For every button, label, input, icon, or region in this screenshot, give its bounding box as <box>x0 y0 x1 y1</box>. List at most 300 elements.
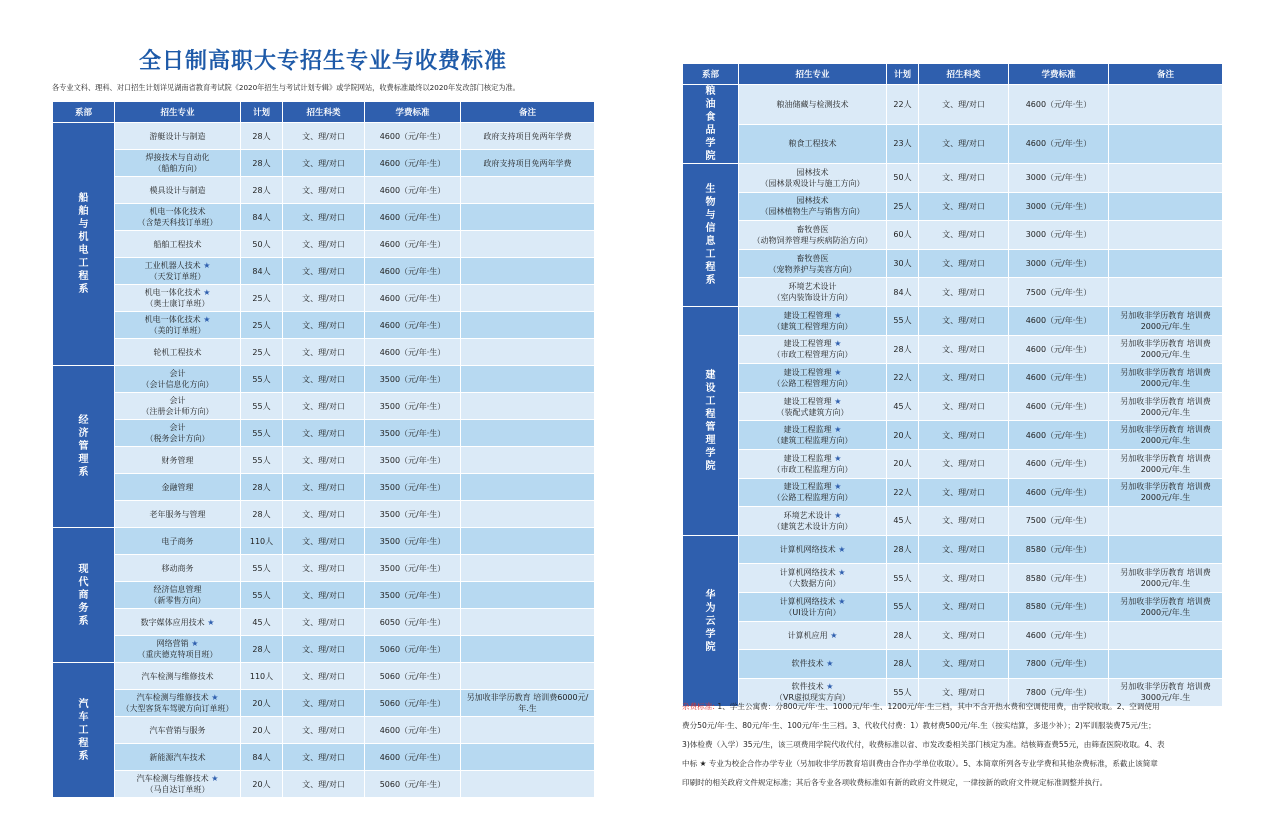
plan-cell: 45人 <box>241 609 283 636</box>
major-line <box>741 510 884 521</box>
note-cell <box>461 420 595 447</box>
table-row <box>53 420 595 447</box>
category-cell: 文、理/对口 <box>919 221 1009 250</box>
major-sub: （大型客货车驾驶方向订单班） <box>121 704 234 713</box>
table-row <box>53 555 595 582</box>
table-row <box>53 150 595 177</box>
major-cell <box>739 507 887 536</box>
major-name: 老年服务与管理 <box>149 509 206 519</box>
note-cell: 另加收非学历教育 培训费2000元/年.生 <box>1109 449 1223 478</box>
major-line <box>741 99 884 110</box>
major-cell <box>115 582 241 609</box>
table-row <box>53 609 595 636</box>
star-icon: ★ <box>203 288 211 297</box>
fee-cell: 4600（元/年·生） <box>365 177 461 204</box>
note-cell <box>461 204 595 231</box>
major-name: 财务管理 <box>161 455 194 465</box>
note-cell <box>461 258 595 285</box>
major-cell <box>739 535 887 564</box>
note-cell <box>461 501 595 528</box>
major-name: 会计 <box>169 369 186 378</box>
fee-cell: 4600（元/年·生） <box>1009 85 1109 125</box>
table-row <box>53 744 595 771</box>
plan-cell: 30人 <box>887 249 919 278</box>
fee-cell: 3000（元/年·生） <box>1009 249 1109 278</box>
table-row <box>683 85 1223 125</box>
plan-cell: 22人 <box>887 478 919 507</box>
table-row <box>53 501 595 528</box>
major-name: 机电一体化技术 <box>149 207 206 216</box>
table-row <box>53 636 595 663</box>
note-cell: 政府支持项目免两年学费 <box>461 123 595 150</box>
major-cell <box>115 717 241 744</box>
major-cell <box>115 312 241 339</box>
fee-cell: 3500（元/年·生） <box>365 474 461 501</box>
note-cell <box>1109 535 1223 564</box>
star-icon: ★ <box>830 630 838 640</box>
major-line <box>117 482 238 493</box>
plan-cell: 20人 <box>887 449 919 478</box>
major-name: 计算机网络技术 <box>779 596 836 606</box>
major-name: 建设工程监理 <box>783 453 832 463</box>
fee-note-line: 杂费标准: 1、学生公寓费：分800元/年·生、1000元/年·生、1200元/年·生三档，其中不含开热水费和空调使用费，由学院收取。2、空调使用 <box>682 702 1160 711</box>
major-sub: （公路工程监理方向） <box>772 493 853 503</box>
major-cell <box>739 85 887 125</box>
major-cell <box>115 285 241 312</box>
major-line <box>741 453 884 464</box>
major-cell <box>739 564 887 593</box>
major-sub: （建筑工程监理方向） <box>772 436 853 446</box>
major-line <box>741 630 884 641</box>
note-cell <box>461 366 595 393</box>
table-row <box>683 221 1223 250</box>
plan-cell: 28人 <box>887 335 919 364</box>
category-cell: 文、理/对口 <box>919 621 1009 650</box>
category-cell: 文、理/对口 <box>919 392 1009 421</box>
note-cell <box>461 393 595 420</box>
header-major: 招生专业 <box>115 102 241 123</box>
major-cell <box>115 420 241 447</box>
major-line <box>117 563 238 574</box>
star-icon: ★ <box>834 396 842 406</box>
major-sub: （天发订单班） <box>149 272 206 281</box>
star-icon: ★ <box>211 774 219 783</box>
major-cell <box>115 123 241 150</box>
category-cell: 文、理/对口 <box>919 306 1009 335</box>
plan-cell: 28人 <box>241 177 283 204</box>
table-row <box>683 278 1223 307</box>
category-cell: 文、理/对口 <box>283 636 365 663</box>
major-line <box>117 692 238 703</box>
category-cell: 文、理/对口 <box>919 421 1009 450</box>
note-cell <box>461 636 595 663</box>
major-line <box>117 368 238 379</box>
major-name: 电子商务 <box>161 536 194 546</box>
major-sub: （船舶方向） <box>153 164 202 173</box>
category-cell: 文、理/对口 <box>283 285 365 312</box>
fee-note-line: 印刷时的相关政府文件规定标准；其后各专业各项收费标准如有新的政府文件规定，一律按新的政府文件规定标准调整并执行。 <box>682 778 1108 787</box>
header-major: 招生专业 <box>739 64 887 85</box>
plan-cell: 50人 <box>887 164 919 193</box>
major-line <box>117 131 238 142</box>
major-sub: （税务会计方向） <box>145 434 210 443</box>
note-cell: 另加收非学历教育 培训费2000元/年.生 <box>1109 364 1223 393</box>
major-line <box>117 395 238 406</box>
plan-cell: 20人 <box>241 771 283 798</box>
header-category: 招生科类 <box>919 64 1009 85</box>
fee-cell: 7800（元/年·生） <box>1009 650 1109 679</box>
fee-cell: 4600（元/年·生） <box>1009 621 1109 650</box>
dept-name: 船舶与机电工程系 <box>78 193 89 295</box>
fee-cell: 4600（元/年·生） <box>365 339 461 366</box>
major-name: 网络营销 <box>156 639 189 648</box>
major-name: 建设工程管理 <box>783 367 832 377</box>
fee-cell: 4600（元/年·生） <box>1009 449 1109 478</box>
table-row <box>683 449 1223 478</box>
table-row <box>53 771 595 798</box>
major-line <box>117 536 238 547</box>
major-line <box>117 773 238 784</box>
table-row <box>683 421 1223 450</box>
major-cell <box>115 771 241 798</box>
table-row <box>53 447 595 474</box>
major-name: 焊接技术与自动化 <box>145 153 210 162</box>
star-icon: ★ <box>834 367 842 377</box>
dept-cell <box>53 663 115 798</box>
plan-cell: 28人 <box>887 650 919 679</box>
major-line <box>117 509 238 520</box>
fee-cell: 4600（元/年·生） <box>1009 421 1109 450</box>
category-cell: 文、理/对口 <box>283 258 365 285</box>
note-cell <box>461 285 595 312</box>
major-name: 汽车检测与维修技术 <box>136 693 209 702</box>
left-page <box>52 0 594 837</box>
category-cell: 文、理/对口 <box>283 663 365 690</box>
major-name: 会计 <box>169 423 186 432</box>
table-row <box>53 285 595 312</box>
dept-name: 现代商务系 <box>78 563 89 627</box>
table-row <box>53 339 595 366</box>
major-sub: （市政工程管理方向） <box>772 350 853 360</box>
header-note: 备注 <box>1109 64 1223 85</box>
plan-cell: 20人 <box>241 690 283 717</box>
category-cell: 文、理/对口 <box>919 249 1009 278</box>
major-line <box>117 584 238 595</box>
table-row <box>53 258 595 285</box>
star-icon: ★ <box>834 482 842 492</box>
major-cell <box>739 449 887 478</box>
major-sub: （美的订单班） <box>149 326 206 335</box>
major-cell <box>115 555 241 582</box>
major-cell <box>739 249 887 278</box>
table-row <box>683 592 1223 621</box>
plan-cell: 22人 <box>887 364 919 393</box>
major-sub: （会计信息化方向） <box>141 380 214 389</box>
major-sub: （建筑艺术设计方向） <box>772 521 853 531</box>
note-cell: 另加收非学历教育 培训费2000元/年.生 <box>1109 335 1223 364</box>
fee-note-line: 费分50元/年·生、80元/年·生、100元/年·生三档。3、代收代付费：1）教材费500元/年.生（按实结算，多退少补）；2)军训服装费75元/生； <box>682 721 1156 730</box>
left-enrollment-table <box>52 101 595 798</box>
major-cell <box>115 258 241 285</box>
table-row <box>53 690 595 717</box>
star-icon: ★ <box>834 425 842 435</box>
note-cell <box>461 339 595 366</box>
note-cell <box>1109 650 1223 679</box>
note-cell <box>461 312 595 339</box>
major-cell <box>739 306 887 335</box>
note-cell: 另加收非学历教育 培训费2000元/年.生 <box>1109 306 1223 335</box>
note-cell <box>461 663 595 690</box>
major-cell <box>739 192 887 221</box>
major-line <box>741 596 884 607</box>
category-cell: 文、理/对口 <box>919 164 1009 193</box>
major-line <box>741 281 884 292</box>
major-cell <box>115 528 241 555</box>
table-row <box>53 123 595 150</box>
major-sub: （UI设计方向） <box>784 607 841 617</box>
major-sub: （含楚天科技订单班） <box>137 218 218 227</box>
plan-cell: 25人 <box>241 339 283 366</box>
major-line <box>741 224 884 235</box>
major-sub: （装配式建筑方向） <box>776 407 849 417</box>
category-cell: 文、理/对口 <box>283 528 365 555</box>
major-name: 建设工程管理 <box>783 339 832 349</box>
major-line <box>741 367 884 378</box>
major-line <box>117 422 238 433</box>
major-cell <box>115 366 241 393</box>
category-cell: 文、理/对口 <box>283 744 365 771</box>
fee-cell: 4600（元/年·生） <box>365 717 461 744</box>
major-name: 移动商务 <box>161 563 194 573</box>
star-icon: ★ <box>834 510 842 520</box>
star-icon: ★ <box>826 682 834 692</box>
category-cell: 文、理/对口 <box>283 177 365 204</box>
category-cell: 文、理/对口 <box>919 124 1009 164</box>
major-line <box>741 310 884 321</box>
category-cell: 文、理/对口 <box>283 204 365 231</box>
major-name: 园林技术 <box>796 196 829 206</box>
table-row <box>683 535 1223 564</box>
fee-cell: 7500（元/年·生） <box>1009 278 1109 307</box>
note-cell: 另加收非学历教育 培训费2000元/年.生 <box>1109 392 1223 421</box>
category-cell: 文、理/对口 <box>283 339 365 366</box>
category-cell: 文、理/对口 <box>283 312 365 339</box>
major-line <box>741 338 884 349</box>
plan-cell: 55人 <box>241 420 283 447</box>
major-sub: （新零售方向） <box>149 596 206 605</box>
table-row <box>53 312 595 339</box>
star-icon: ★ <box>834 310 842 320</box>
major-cell <box>739 221 887 250</box>
major-line <box>741 544 884 555</box>
dept-cell <box>683 164 739 307</box>
major-name: 粮食工程技术 <box>788 139 837 149</box>
plan-cell: 55人 <box>241 447 283 474</box>
note-cell: 政府支持项目免两年学费 <box>461 150 595 177</box>
major-line <box>741 481 884 492</box>
major-line <box>117 152 238 163</box>
plan-cell: 25人 <box>241 312 283 339</box>
note-cell <box>461 447 595 474</box>
note-cell <box>1109 221 1223 250</box>
plan-cell: 28人 <box>241 636 283 663</box>
fee-cell: 4600（元/年·生） <box>365 204 461 231</box>
header-fee: 学费标准 <box>1009 64 1109 85</box>
plan-cell: 110人 <box>241 663 283 690</box>
dept-name: 生物与信息工程系 <box>705 183 716 286</box>
major-sub: （VR虚拟现实方向） <box>774 693 851 703</box>
major-cell <box>115 204 241 231</box>
major-cell <box>115 663 241 690</box>
category-cell: 文、理/对口 <box>919 592 1009 621</box>
plan-cell: 55人 <box>241 393 283 420</box>
major-line <box>117 347 238 358</box>
major-cell <box>115 636 241 663</box>
major-name: 汽车检测与维修技术 <box>141 671 214 681</box>
major-line <box>741 138 884 149</box>
major-name: 建设工程监理 <box>783 482 832 492</box>
major-cell <box>115 447 241 474</box>
category-cell: 文、理/对口 <box>919 650 1009 679</box>
fee-cell: 3000（元/年·生） <box>1009 192 1109 221</box>
table-row <box>683 478 1223 507</box>
star-icon: ★ <box>203 315 211 324</box>
plan-cell: 20人 <box>887 421 919 450</box>
major-name: 金融管理 <box>161 482 194 492</box>
major-line <box>741 253 884 264</box>
fee-cell: 3500（元/年·生） <box>365 582 461 609</box>
major-cell <box>115 474 241 501</box>
dept-cell <box>683 306 739 535</box>
fee-note-line: 中标 ★ 专业为校企合作办学专业（另加收非学历教育培训费由合作办学单位收取）。5、本简章所列各专业学费和其他杂费标准，系截止该简章 <box>682 759 1158 768</box>
table-row <box>683 306 1223 335</box>
major-cell <box>115 501 241 528</box>
major-cell <box>115 393 241 420</box>
major-sub: （公路工程管理方向） <box>772 378 853 388</box>
major-cell <box>739 278 887 307</box>
major-line <box>117 260 238 271</box>
category-cell: 文、理/对口 <box>283 771 365 798</box>
star-icon: ★ <box>838 596 846 606</box>
category-cell: 文、理/对口 <box>283 690 365 717</box>
plan-cell: 28人 <box>241 501 283 528</box>
dept-cell <box>683 535 739 707</box>
dept-name: 建设工程管理学院 <box>705 369 716 472</box>
fee-cell: 8580（元/年·生） <box>1009 535 1109 564</box>
category-cell: 文、理/对口 <box>283 150 365 177</box>
plan-cell: 20人 <box>241 717 283 744</box>
plan-cell: 60人 <box>887 221 919 250</box>
major-line <box>117 206 238 217</box>
category-cell: 文、理/对口 <box>283 717 365 744</box>
plan-cell: 55人 <box>241 582 283 609</box>
plan-cell: 84人 <box>241 744 283 771</box>
table-row <box>53 528 595 555</box>
note-cell <box>461 744 595 771</box>
category-cell: 文、理/对口 <box>283 474 365 501</box>
fee-cell: 8580（元/年·生） <box>1009 592 1109 621</box>
fee-cell: 4600（元/年·生） <box>365 744 461 771</box>
header-fee: 学费标准 <box>365 102 461 123</box>
major-name: 模具设计与制造 <box>149 185 206 195</box>
category-cell: 文、理/对口 <box>919 192 1009 221</box>
table-row <box>53 717 595 744</box>
table-row <box>683 621 1223 650</box>
plan-cell: 25人 <box>241 285 283 312</box>
major-name: 环境艺术设计 <box>788 282 837 292</box>
major-name: 轮机工程技术 <box>153 347 202 357</box>
major-cell <box>739 392 887 421</box>
note-cell: 另加收非学历教育 培训费2000元/年.生 <box>1109 478 1223 507</box>
major-line <box>741 424 884 435</box>
plan-cell: 50人 <box>241 231 283 258</box>
major-cell <box>115 231 241 258</box>
major-name: 会计 <box>169 396 186 405</box>
category-cell: 文、理/对口 <box>919 564 1009 593</box>
star-icon: ★ <box>838 568 846 578</box>
plan-cell: 45人 <box>887 507 919 536</box>
major-cell <box>115 690 241 717</box>
major-line <box>117 671 238 682</box>
category-cell: 文、理/对口 <box>919 449 1009 478</box>
fee-cell: 4600（元/年·生） <box>365 123 461 150</box>
plan-cell: 55人 <box>887 564 919 593</box>
major-line <box>117 752 238 763</box>
note-cell: 另加收非学历教育 培训费6000元/年.生 <box>461 690 595 717</box>
major-cell <box>115 744 241 771</box>
note-cell <box>1109 507 1223 536</box>
fee-note-line: 3)体检费（入学）35元/生，该三项费用学院代收代付，收费标准以省、市发改委相关部门核定为准。结核筛查费55元，由筛查医院收取。4、表 <box>682 740 1165 749</box>
major-name: 汽车营销与服务 <box>149 725 206 735</box>
major-sub: （注册会计师方向） <box>141 407 214 416</box>
note-cell: 另加收非学历教育 培训费2000元/年.生 <box>1109 592 1223 621</box>
fee-cell: 5060（元/年·生） <box>365 663 461 690</box>
major-sub: （重庆德克特项目班） <box>137 650 218 659</box>
major-name: 机电一体化技术 <box>144 288 201 297</box>
major-name: 新能源汽车技术 <box>149 752 206 762</box>
fee-cell: 4600（元/年·生） <box>1009 478 1109 507</box>
major-sub: （马自达订单班） <box>145 785 210 794</box>
major-sub: （奥士康订单班） <box>145 299 210 308</box>
major-name: 计算机应用 <box>787 630 828 640</box>
category-cell: 文、理/对口 <box>283 366 365 393</box>
dept-cell <box>53 123 115 366</box>
major-name: 环境艺术设计 <box>783 510 832 520</box>
fee-cell: 4600（元/年·生） <box>1009 306 1109 335</box>
major-cell <box>739 364 887 393</box>
plan-cell: 28人 <box>887 621 919 650</box>
table-row <box>53 474 595 501</box>
major-cell <box>739 335 887 364</box>
dept-cell <box>53 366 115 528</box>
major-sub: （园林植物生产与销售方向） <box>760 207 865 217</box>
fee-cell: 4600（元/年·生） <box>1009 364 1109 393</box>
major-sub: （室内装饰设计方向） <box>772 293 853 303</box>
major-line <box>741 195 884 206</box>
table-row <box>53 366 595 393</box>
top-note: 各专业文科、理科、对口招生计划详见湖南省教育考试院《2020年招生与考试计划专辑》或学院网站，收费标准最终以2020年发改部门核定为准。 <box>52 83 520 92</box>
major-sub: （市政工程监理方向） <box>772 464 853 474</box>
table-row <box>683 164 1223 193</box>
fee-cell: 5060（元/年·生） <box>365 636 461 663</box>
table-row <box>683 507 1223 536</box>
note-cell <box>461 555 595 582</box>
plan-cell: 25人 <box>887 192 919 221</box>
note-cell <box>461 771 595 798</box>
plan-cell: 55人 <box>241 555 283 582</box>
note-cell <box>461 231 595 258</box>
plan-cell: 23人 <box>887 124 919 164</box>
